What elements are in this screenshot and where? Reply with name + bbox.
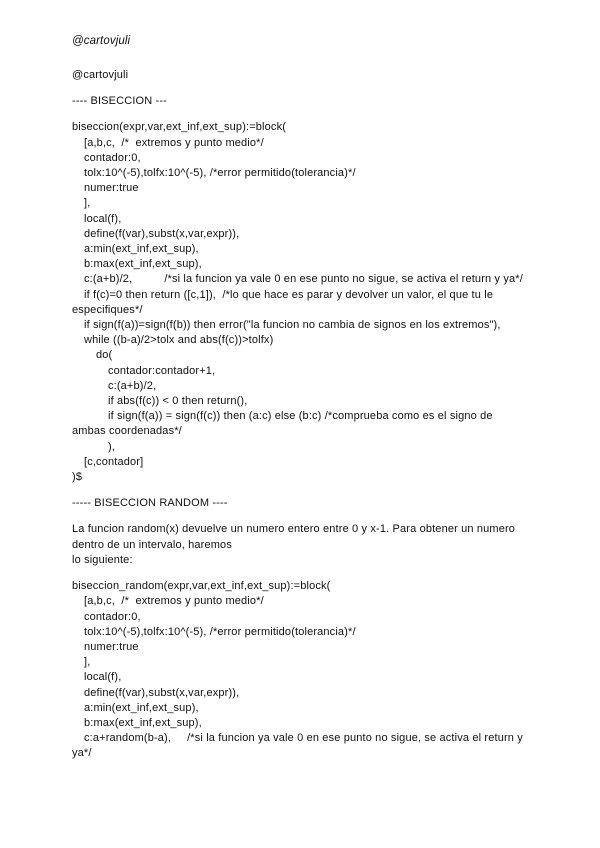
code-line: tolx:10^(-5),tolfx:10^(-5), /*error permitido(tolerancia)*/ bbox=[84, 625, 356, 638]
code-line: while ((b-a)/2>tolx and abs(f(c))>tolfx) bbox=[84, 334, 274, 347]
code-line: local(f), bbox=[84, 212, 122, 225]
page-header: @cartovjuli bbox=[72, 35, 131, 47]
code-line: contador:0, bbox=[84, 610, 141, 623]
code-line: contador:0, bbox=[84, 151, 141, 164]
code-line: local(f), bbox=[84, 671, 122, 684]
code-line: a:min(ext_inf,ext_sup), bbox=[84, 701, 199, 714]
code-line: c:(a+b)/2, /*si la funcion ya vale 0 en ese punto no sigue, se activa el return y ya*/ bbox=[84, 273, 523, 286]
code-line: if sign(f(a))=sign(f(b)) then error("la funcion no cambia de signos en los extremos"), bbox=[84, 319, 501, 332]
description-paragraph-tail: lo siguiente: bbox=[72, 553, 133, 566]
code-line: define(f(var),subst(x,var,expr)), bbox=[84, 227, 240, 240]
code-line: [a,b,c, /* extremos y punto medio*/ bbox=[84, 136, 264, 149]
code-line: do( bbox=[96, 349, 113, 362]
code-line: [c,contador] bbox=[84, 455, 144, 468]
code-line: [a,b,c, /* extremos y punto medio*/ bbox=[84, 595, 264, 608]
code-block-biseccion-random bbox=[72, 579, 527, 761]
code-line: define(f(var),subst(x,var,expr)), bbox=[84, 686, 240, 699]
code-line: numer:true bbox=[84, 640, 139, 653]
author-line: @cartovjuli bbox=[72, 69, 129, 81]
code-line: a:min(ext_inf,ext_sup), bbox=[84, 243, 199, 256]
section-title-biseccion-random: ----- BISECCION RANDOM ---- bbox=[72, 497, 228, 510]
code-line: ], bbox=[84, 197, 91, 210]
code-line: biseccion(expr,var,ext_inf,ext_sup):=block( bbox=[72, 121, 287, 134]
code-line: if sign(f(a)) = sign(f(c)) then (a:c) else (b:c) /*comprueba como es el signo de ambas coordenadas*/ bbox=[72, 410, 496, 438]
code-line: tolx:10^(-5),tolfx:10^(-5), /*error permitido(tolerancia)*/ bbox=[84, 167, 356, 180]
code-line: if abs(f(c)) < 0 then return(), bbox=[108, 395, 248, 408]
code-line: numer:true bbox=[84, 182, 139, 195]
code-line: biseccion_random(expr,var,ext_inf,ext_sup):=block( bbox=[72, 580, 331, 593]
document-body bbox=[72, 68, 527, 762]
code-line: c:a+random(b-a), /*si la funcion ya vale 0 en ese punto no sigue, se activa el return y ya*/ bbox=[72, 732, 527, 760]
code-line: b:max(ext_inf,ext_sup), bbox=[84, 258, 202, 271]
code-line: contador:contador+1, bbox=[108, 364, 216, 377]
code-line: b:max(ext_inf,ext_sup), bbox=[84, 716, 202, 729]
code-block-biseccion bbox=[72, 120, 527, 485]
section-title-biseccion: ---- BISECCION --- bbox=[72, 95, 167, 108]
code-line: if f(c)=0 then return ([c,1]), /*lo que hace es parar y devolver un valor, el que tu le especifiques*/ bbox=[72, 288, 497, 316]
code-line: ), bbox=[108, 440, 116, 453]
code-line: )$ bbox=[72, 471, 83, 484]
code-line: ], bbox=[84, 656, 91, 669]
description-paragraph: La funcion random(x) devuelve un numero entero entre 0 y x-1. Para obtener un numero dentro de un intervalo, haremos bbox=[72, 523, 519, 551]
code-line: c:(a+b)/2, bbox=[108, 379, 157, 392]
